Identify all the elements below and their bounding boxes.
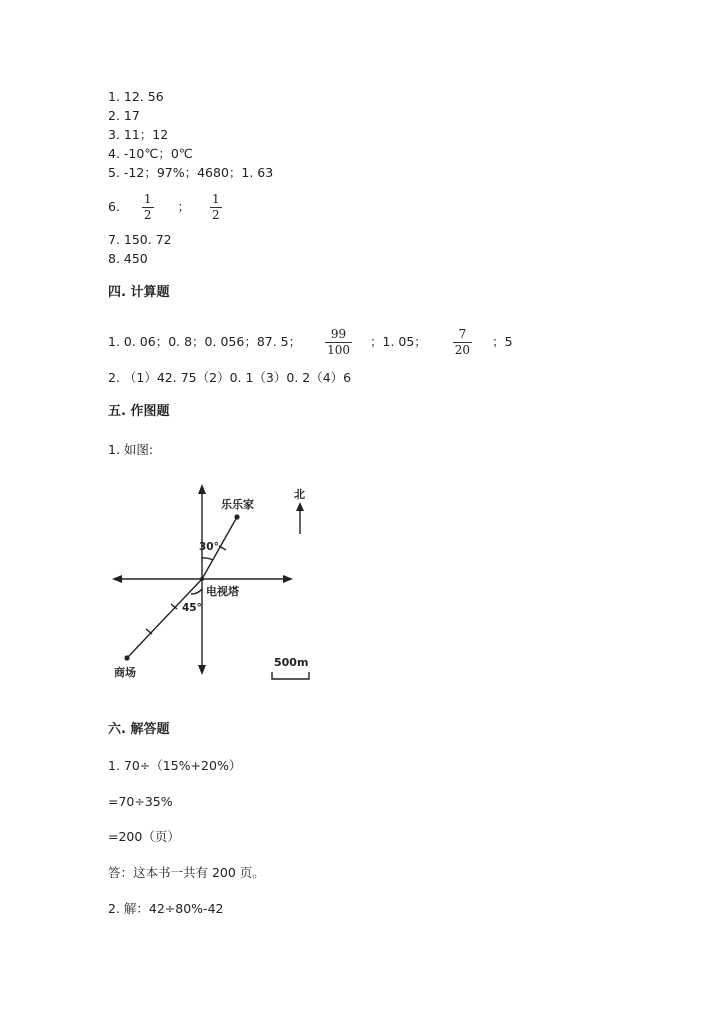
label-tower: 电视塔 [206, 585, 239, 598]
mall-direction-line [127, 579, 202, 658]
scale-tick [146, 629, 152, 634]
calc-answer-1-suffix: ；5 [492, 334, 513, 349]
fraction [142, 192, 154, 223]
label-north: 北 [294, 488, 305, 501]
solution-1-line-2: =70÷35% [108, 794, 173, 809]
fraction-denominator: 20 [454, 343, 471, 357]
fraction [453, 327, 472, 358]
scale-bar [272, 672, 309, 679]
arrow-east-icon [283, 575, 293, 583]
answer-2: 2. 17 [108, 108, 140, 123]
fraction-numerator: 7 [453, 327, 472, 343]
scale-label: 500m [274, 656, 309, 669]
fraction [210, 192, 222, 223]
answer-7: 7. 150. 72 [108, 232, 172, 247]
angle-label-30: 30° [199, 541, 219, 553]
north-arrow-head-icon [296, 502, 304, 511]
arrow-north-icon [198, 484, 206, 494]
tower-point [200, 577, 204, 581]
drawing-answer-1: 1. 如图: [108, 442, 154, 457]
section-heading-solutions: 六. 解答题 [108, 722, 170, 737]
arrow-south-icon [198, 665, 206, 675]
section-heading-calculation: 四. 计算题 [108, 285, 170, 300]
fraction-numerator: 99 [325, 327, 352, 343]
home-point [234, 514, 239, 519]
label-home: 乐乐家 [221, 498, 254, 511]
section-heading-drawing: 五. 作图题 [108, 404, 170, 419]
angle-label-45: 45° [182, 602, 202, 614]
direction-diagram [100, 480, 340, 690]
label-mall: 商场 [114, 666, 136, 679]
answer-6 [108, 190, 222, 224]
calc-answer-1-prefix: 1. 0. 06；0. 8；0. 056；87. 5； [108, 334, 302, 349]
solution-1-line-3: =200（页） [108, 829, 180, 844]
fraction-denominator: 100 [327, 343, 351, 357]
solution-2-line-1: 2. 解：42÷80%-42 [108, 901, 224, 916]
fraction-denominator: 2 [143, 208, 152, 222]
mall-point [124, 655, 129, 660]
calc-answer-1 [108, 325, 513, 359]
answer-3: 3. 11；12 [108, 127, 169, 142]
fraction-numerator: 1 [212, 192, 220, 206]
arrow-west-icon [112, 575, 122, 583]
answer-8: 8. 450 [108, 251, 148, 266]
fraction-denominator: 2 [212, 208, 220, 222]
answer-6-prefix: 6. [108, 199, 120, 214]
angle-arc-30 [202, 558, 213, 560]
fraction [325, 327, 352, 358]
answer-1: 1. 12. 56 [108, 89, 164, 104]
separator: ； [177, 199, 191, 214]
answer-4: 4. -10℃；0℃ [108, 146, 193, 161]
fraction-numerator: 1 [143, 192, 152, 206]
answer-5: 5. -12；97%；4680；1. 63 [108, 165, 274, 180]
calc-answer-2: 2. （1）42. 75（2）0. 1（3）0. 2（4）6 [108, 370, 352, 385]
calc-answer-1-middle: ；1. 05； [370, 334, 427, 349]
solution-1-line-1: 1. 70÷（15%+20%） [108, 758, 242, 773]
solution-1-answer: 答：这本书一共有 200 页。 [108, 865, 265, 880]
